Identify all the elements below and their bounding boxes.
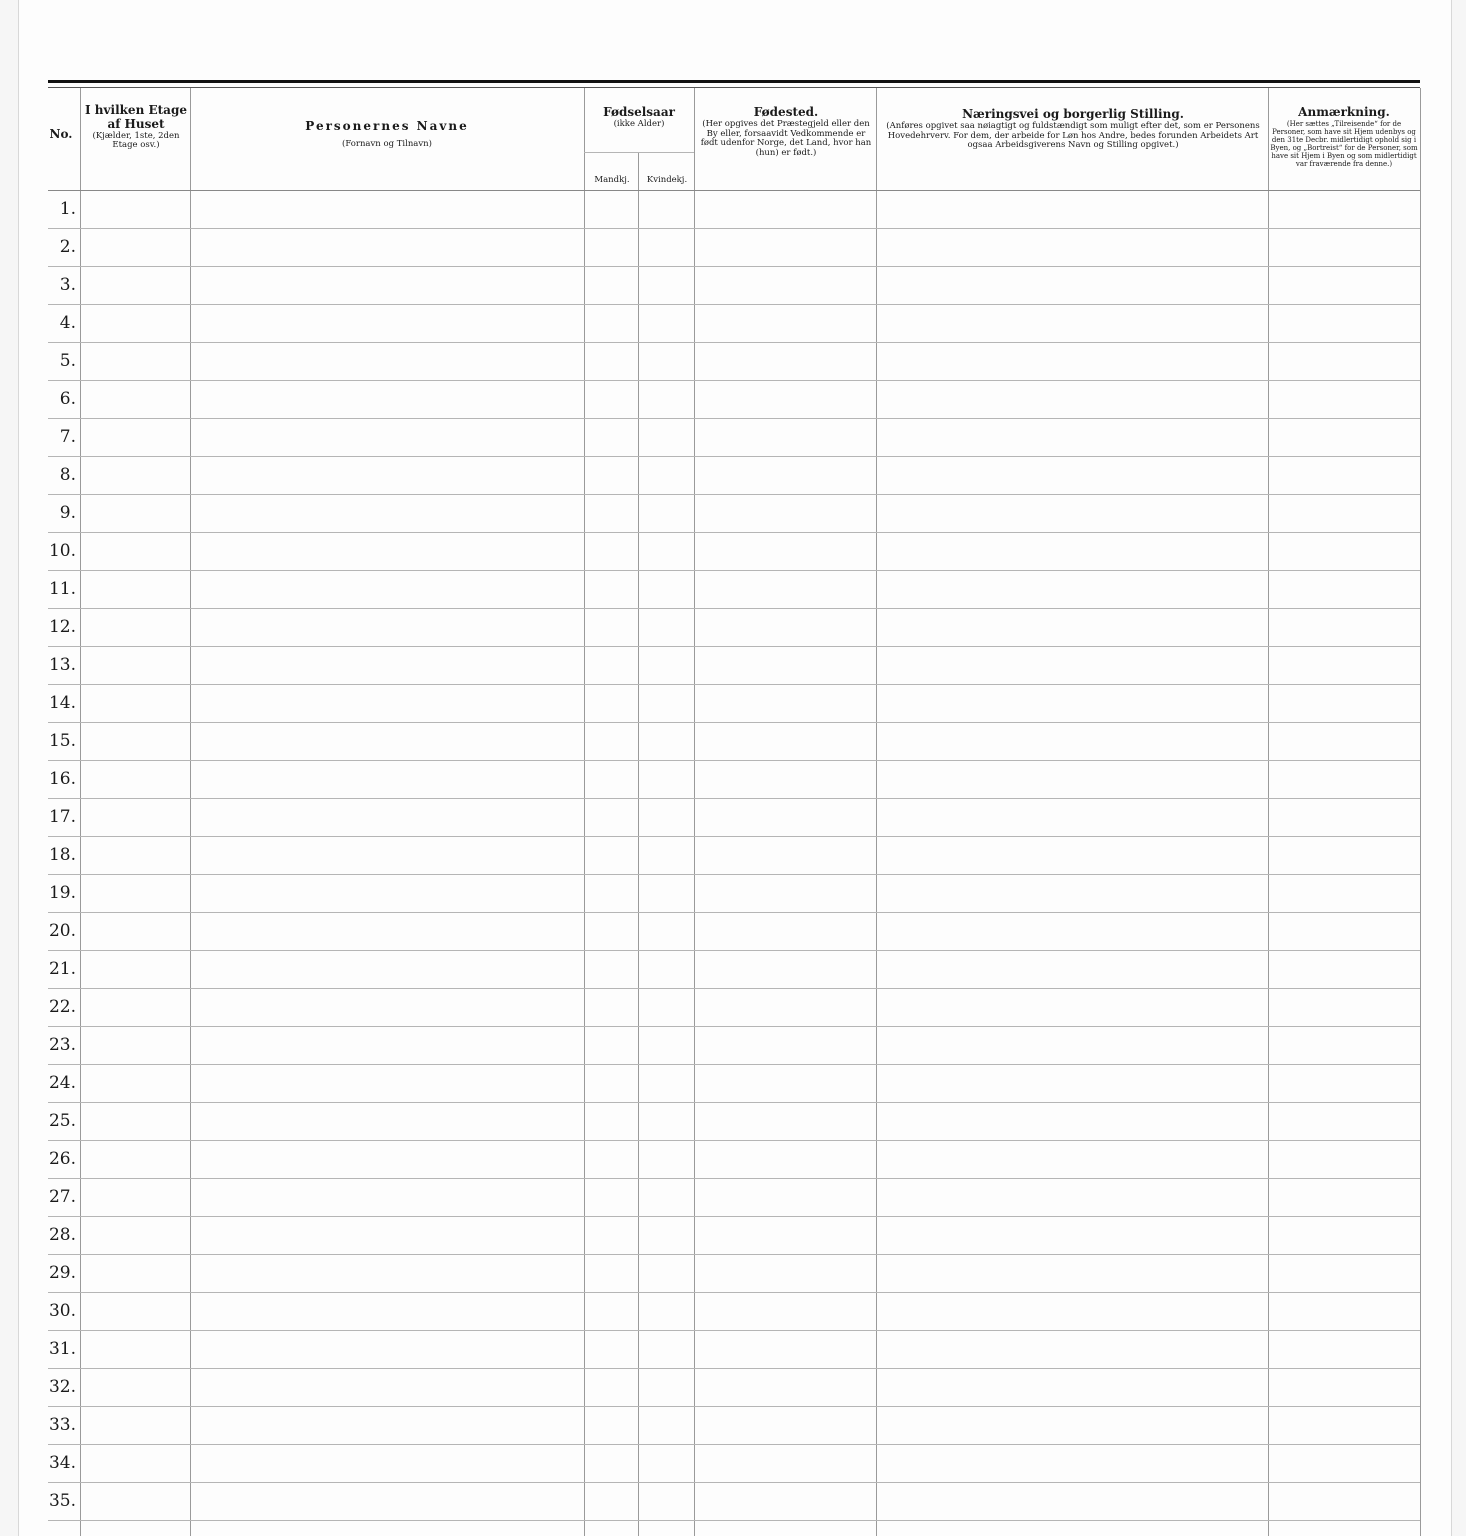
paper-page <box>18 0 1452 1536</box>
row-number: 6. <box>59 389 76 409</box>
row-rule <box>48 1368 1420 1369</box>
header-etage-note: (Kjælder, 1ste, 2den Etage osv.) <box>92 130 180 151</box>
row-rule <box>48 874 1420 875</box>
row-rule <box>48 608 1420 609</box>
row-rule <box>48 1216 1420 1217</box>
header-male-label: Mandkj. <box>594 175 630 185</box>
row-number: 18. <box>48 845 76 865</box>
row-rule <box>48 1178 1420 1179</box>
row-rule <box>48 1064 1420 1065</box>
header-naeringsvei-note: (Anføres opgivet saa nøiagtigt og fuldstændigt som muligt efter det, som er Personens Hovedehrverv. For dem, der arbeide for Løn hos Andre, bedes forunden Arbeidets Art ogsaa Arbeidsgiverens Navn og Stilling opgivet.) <box>886 120 1260 151</box>
row-number: 35. <box>48 1491 76 1511</box>
row-rule <box>48 494 1420 495</box>
row-number: 9. <box>59 503 76 523</box>
row-number: 4. <box>59 313 76 333</box>
row-rule <box>48 836 1420 837</box>
row-number: 31. <box>48 1339 76 1359</box>
header-navne-note: (Fornavn og Tilnavn) <box>342 138 432 149</box>
column-divider <box>1420 88 1421 1536</box>
header-navne-title: Personernes Navne <box>305 119 469 133</box>
row-rule <box>48 380 1420 381</box>
row-rule <box>48 1330 1420 1331</box>
row-number: 23. <box>48 1035 76 1055</box>
row-rule <box>48 950 1420 951</box>
row-number: 27. <box>48 1187 76 1207</box>
row-rule <box>48 266 1420 267</box>
header-fodested <box>698 106 874 159</box>
row-rule <box>48 722 1420 723</box>
row-rule <box>48 760 1420 761</box>
row-rule <box>48 304 1420 305</box>
row-rule <box>48 1406 1420 1407</box>
column-divider <box>638 152 639 1536</box>
row-number: 17. <box>48 807 76 827</box>
row-number: 5. <box>59 351 76 371</box>
row-number: 13. <box>48 655 76 675</box>
header-female-label: Kvindekj. <box>646 175 688 185</box>
row-rule <box>48 798 1420 799</box>
header-anmaerkning-note: (Her sættes „Tilreisende“ for de Personer, som have sit Hjem udenbys og den 31te Decbr. midlertidigt ophold sig i Byen, og „Bortreist“ for de Personer, som have sit Hjem i Byen og som midlertidigt var fraværende fra denne.) <box>1270 119 1418 169</box>
header-fodselsaar-note: (ikke Alder) <box>613 118 665 129</box>
column-divider <box>694 88 695 1536</box>
row-number: 32. <box>48 1377 76 1397</box>
header-no <box>44 124 78 142</box>
header-etage <box>84 104 188 151</box>
row-rule <box>48 570 1420 571</box>
header-bottom-line <box>48 190 1420 191</box>
row-number: 26. <box>48 1149 76 1169</box>
header-fodselsaar-title: Fødselsaar <box>603 105 675 119</box>
row-number: 7. <box>59 427 76 447</box>
row-number: 28. <box>48 1225 76 1245</box>
row-rule <box>48 1520 1420 1521</box>
row-rule <box>48 646 1420 647</box>
column-divider <box>876 88 877 1536</box>
row-rule <box>48 1140 1420 1141</box>
header-fodested-title: Fødested. <box>753 105 819 119</box>
row-rule <box>48 1482 1420 1483</box>
header-female <box>640 168 694 186</box>
row-number: 21. <box>48 959 76 979</box>
header-anmaerkning-title: Anmærkning. <box>1298 105 1390 119</box>
top-rule-thick <box>48 80 1420 83</box>
header-male <box>586 168 638 186</box>
column-divider <box>584 88 585 1536</box>
row-number: 3. <box>59 275 76 295</box>
row-number: 2. <box>59 237 76 257</box>
header-no-label: No. <box>49 127 73 141</box>
row-number: 12. <box>48 617 76 637</box>
row-number: 24. <box>48 1073 76 1093</box>
row-rule <box>48 342 1420 343</box>
column-divider <box>1268 88 1269 1536</box>
row-number: 8. <box>59 465 76 485</box>
row-number: 22. <box>48 997 76 1017</box>
row-number: 19. <box>48 883 76 903</box>
row-rule <box>48 684 1420 685</box>
row-rule <box>48 1102 1420 1103</box>
row-rule <box>48 456 1420 457</box>
header-naeringsvei-title: Næringsvei og borgerlig Stilling. <box>962 107 1184 121</box>
header-etage-title: I hvilken Etage af Huset <box>85 103 187 131</box>
birthyear-subheader-line <box>584 152 694 153</box>
row-rule <box>48 912 1420 913</box>
row-number: 29. <box>48 1263 76 1283</box>
row-rule <box>48 1444 1420 1445</box>
row-rule <box>48 532 1420 533</box>
header-navne <box>200 120 574 150</box>
row-number: 33. <box>48 1415 76 1435</box>
row-number: 25. <box>48 1111 76 1131</box>
row-number: 34. <box>48 1453 76 1473</box>
top-rule-thin <box>48 87 1420 88</box>
row-number: 11. <box>48 579 76 599</box>
row-rule <box>48 988 1420 989</box>
row-number: 16. <box>48 769 76 789</box>
row-rule <box>48 1292 1420 1293</box>
row-number: 30. <box>48 1301 76 1321</box>
row-number: 1. <box>59 199 76 219</box>
row-number: 14. <box>48 693 76 713</box>
row-rule <box>48 418 1420 419</box>
header-fodested-note: (Her opgives det Præstegjeld eller den By eller, forsaavidt Vedkommende er født udenfor Norge, det Land, hvor han (hun) er født.) <box>700 118 872 159</box>
row-number: 10. <box>48 541 76 561</box>
column-divider <box>80 88 81 1536</box>
row-rule <box>48 1254 1420 1255</box>
header-naeringsvei <box>880 108 1266 151</box>
row-rule <box>48 1026 1420 1027</box>
column-divider <box>190 88 191 1536</box>
row-number: 15. <box>48 731 76 751</box>
row-number: 20. <box>48 921 76 941</box>
header-anmaerkning <box>1270 106 1418 168</box>
header-fodselsaar <box>586 106 692 130</box>
row-rule <box>48 228 1420 229</box>
